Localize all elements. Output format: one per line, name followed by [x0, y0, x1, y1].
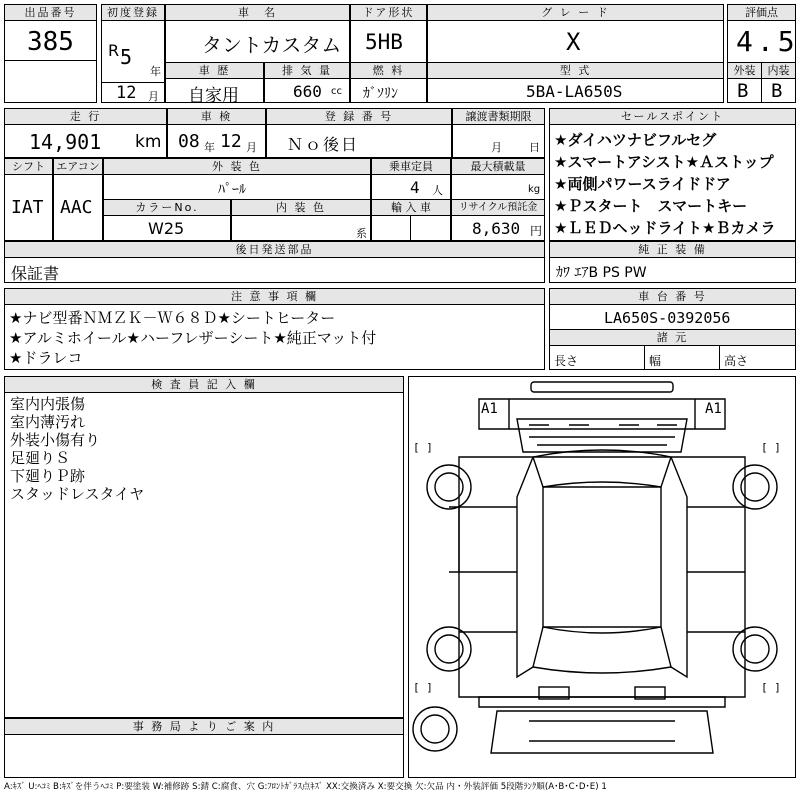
score-label: 評価点: [727, 4, 796, 21]
sales-points-box: [549, 124, 796, 241]
first-registration-month-box: [101, 82, 165, 103]
height-label: 高さ: [724, 354, 749, 368]
hood: [517, 419, 687, 452]
month-suffix: 月: [148, 90, 159, 103]
door-label: ドア形状: [350, 4, 427, 21]
svg-text:[ ]: [ ]: [761, 681, 781, 694]
windshield: [533, 450, 671, 487]
first-registration-label: 初度登録: [101, 4, 165, 21]
shift-box: [4, 174, 53, 241]
mileage-unit: km: [135, 132, 162, 152]
sales-points-label: セールスポイント: [549, 108, 796, 125]
mileage-box: [4, 124, 167, 158]
recycle-unit: 円: [530, 224, 543, 238]
svg-text:[ ]: [ ]: [413, 441, 433, 454]
recycle-fee: 8,630: [472, 219, 521, 238]
sales-point: ★ダイハツナビフルセグ: [554, 131, 717, 149]
displacement-label: 排 気 量: [264, 62, 350, 79]
inspection-year-suffix: 年: [204, 141, 215, 154]
color-no-label: カラーNo.: [103, 199, 231, 216]
svg-text:[ ]: [ ]: [761, 441, 781, 454]
legend: A:ｷｽﾞ U:ﾍｺﾐ B:ｷｽﾞを伴うﾍｺﾐ P:要塗装 W:補修跡 S:錆 C:腐食、穴 G:ﾌﾛﾝﾄｶﾞﾗｽ点ｷｽﾞ XX:交換済み X:要交換 欠:欠品 内・外装評価 5段階ﾗﾝｸ順(A･B･C･D･E) 1: [4, 782, 607, 792]
int-color-label: 内 装 色: [231, 199, 371, 216]
reg-month: 12: [116, 83, 137, 103]
door-box: [350, 20, 427, 63]
model: 5BA-LA650S: [526, 82, 623, 101]
lot-number-label: 出品番号: [4, 4, 97, 21]
max-load-box: [451, 174, 545, 200]
chassis-box: [549, 304, 796, 330]
score: 4.5: [736, 25, 799, 58]
roof: [543, 487, 661, 627]
length-label: 長さ: [554, 354, 579, 368]
fuel: ｶﾞｿﾘﾝ: [363, 86, 398, 102]
shift: IAT: [11, 197, 44, 218]
lot-number: 385: [27, 27, 74, 57]
damage-mark-left: A1: [481, 401, 498, 417]
inspector-line: 足廻りＳ: [10, 449, 71, 467]
fuel-box: [350, 78, 427, 103]
recycle-box: [451, 215, 545, 241]
note-line: ★ナビ型番ＮＭＺＫ－Ｗ６８Ｄ★シートヒーター: [9, 309, 336, 327]
ext-color-box: [103, 174, 371, 200]
model-box: [427, 78, 724, 103]
grade-box: [427, 20, 724, 63]
chassis-label: 車 台 番 号: [549, 288, 796, 305]
inspector-label: 検 査 員 記 入 欄: [4, 376, 404, 393]
inspector-line: 室内薄汚れ: [10, 413, 86, 431]
height-box: [719, 345, 796, 370]
note-line: ★アルミホイール★ハーフレザーシート★純正マット付: [9, 329, 377, 347]
equipment-label: 純 正 装 備: [549, 241, 796, 258]
grade: X: [566, 28, 581, 56]
lot-blank: [4, 60, 97, 103]
exterior-grade-label: 外装: [727, 62, 762, 79]
history-box: [165, 78, 264, 106]
reg-no-label: 登 録 番 号: [266, 108, 452, 125]
body-outline: [459, 457, 745, 697]
recycle-label: リサイクル預託金: [451, 199, 545, 216]
score-box: [727, 20, 799, 63]
office-label: 事 務 局 よ り ご 案 内: [4, 718, 404, 735]
transfer-box: [452, 124, 545, 158]
inspection-year: 08: [178, 131, 200, 152]
import-box-a: [371, 215, 411, 241]
color-no-box: [103, 215, 231, 241]
later-parts-label: 後日発送部品: [4, 241, 545, 258]
first-registration-box: [101, 20, 165, 83]
wheel-front-right: [733, 465, 777, 509]
inspection-box: [167, 124, 266, 158]
length-box: [549, 345, 645, 370]
ac-box: [53, 174, 103, 241]
interior-grade: B: [771, 80, 783, 102]
mileage: 14,901: [29, 130, 102, 154]
grade-label: グ レ ー ド: [427, 4, 724, 21]
inspector-box: [4, 392, 404, 718]
later-parts-box: [4, 257, 545, 283]
rear-bumper: [479, 697, 725, 707]
exterior-grade: B: [737, 80, 749, 102]
displacement-unit: cc: [331, 86, 342, 97]
office-box: [4, 734, 404, 778]
exterior-grade-box: [727, 78, 762, 103]
notes-box: [4, 304, 545, 370]
int-color-suffix: 系: [356, 227, 367, 240]
transfer-day: 日: [529, 141, 540, 154]
equipment: ｶﾜ ｴｱB PS PW: [556, 265, 647, 281]
interior-grade-box: [761, 78, 796, 103]
interior-grade-label: 内装: [761, 62, 796, 79]
door-type: 5HB: [365, 30, 403, 54]
wheel-rear-left: [427, 627, 471, 671]
sales-point: ★両側パワースライドドア: [554, 175, 731, 193]
car-diagram: [408, 376, 796, 778]
dimensions-label: 諸 元: [549, 329, 796, 346]
chassis-number: LA650S-0392056: [604, 309, 731, 327]
car-name-label: 車 名: [165, 4, 350, 21]
spare-tire: [413, 707, 457, 751]
fuel-label: 燃 料: [350, 62, 427, 79]
history: 自家用: [188, 86, 239, 106]
mileage-label: 走 行: [4, 108, 167, 125]
inspector-line: 下廻りＰ跡: [10, 467, 86, 485]
inspector-line: 外装小傷有り: [10, 431, 101, 449]
year-suffix: 年: [150, 65, 161, 78]
transfer-label: 譲渡書類期限: [452, 108, 545, 125]
shift-label: シフト: [4, 158, 53, 175]
int-color-box: [231, 215, 371, 241]
max-load-label: 最大積載量: [451, 158, 545, 175]
later-parts: 保証書: [11, 264, 60, 283]
max-load-unit: kg: [528, 184, 541, 195]
sales-point: ★スマートアシスト★Ａストップ: [554, 153, 774, 171]
model-label: 型 式: [427, 62, 724, 79]
era-year: 5: [120, 45, 133, 69]
front-bumper: [479, 399, 725, 429]
capacity: 4: [410, 178, 420, 197]
car-name-box: [165, 20, 350, 63]
inspector-line: スタッドレスタイヤ: [10, 485, 145, 503]
sales-point: ★ＬＥＤヘッドライト★Ｂカメラ: [554, 219, 776, 237]
inspection-label: 車 検: [167, 108, 266, 125]
rear-floor: [491, 711, 713, 753]
damage-mark-right: A1: [705, 401, 722, 417]
lot-number-box: [4, 20, 97, 61]
history-label: 車 歴: [165, 62, 264, 79]
notes-label: 注 意 事 項 欄: [4, 288, 545, 305]
reg-no-box: [266, 124, 452, 158]
wheel-front-left: [427, 465, 471, 509]
displacement: 660: [293, 82, 322, 101]
transfer-month: 月: [491, 141, 502, 154]
import-box-b: [410, 215, 451, 241]
displacement-box: [264, 78, 350, 103]
sales-point: ★Ｐスタート スマートキー: [554, 197, 748, 215]
wheel-rear-right: [733, 627, 777, 671]
capacity-box: [371, 174, 451, 200]
ext-color-label: 外 装 色: [103, 158, 371, 175]
front-bumper-outline: [531, 382, 673, 392]
rear-window: [533, 627, 671, 673]
ac: AAC: [60, 197, 93, 218]
car-diagram-drawing: [409, 377, 795, 777]
ac-label: エアコン: [53, 158, 103, 175]
width-box: [644, 345, 720, 370]
capacity-unit: 人: [432, 184, 443, 197]
note-line: ★ドラレコ: [9, 349, 83, 367]
ext-color: ﾊﾟｰﾙ: [218, 182, 246, 198]
inspection-month-suffix: 月: [246, 141, 257, 154]
inspector-line: 室内内張傷: [10, 395, 86, 413]
era: R: [108, 41, 120, 60]
import-label: 輸 入 車: [371, 199, 451, 216]
inspection-month: 12: [220, 131, 242, 152]
svg-text:[ ]: [ ]: [413, 681, 433, 694]
reg-no: Ｎｏ後日: [287, 135, 360, 154]
equipment-box: [549, 257, 796, 283]
width-label: 幅: [649, 354, 662, 368]
capacity-label: 乗車定員: [371, 158, 451, 175]
car-name: タントカスタム: [202, 33, 342, 57]
color-no: W25: [148, 219, 185, 238]
